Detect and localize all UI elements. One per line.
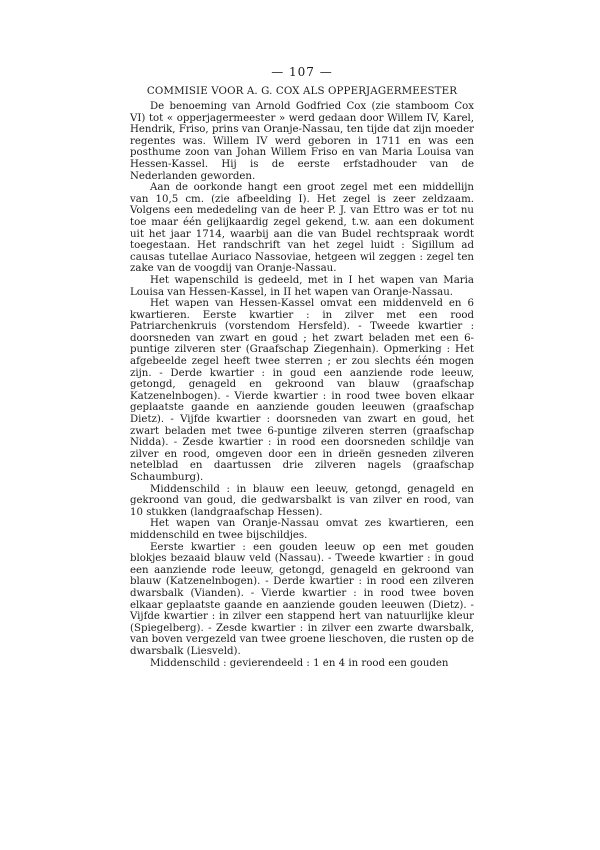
paragraph-kwartieren-nassau: Eerste kwartier : een gouden leeuw op een met gouden blokjes bezaaid blauw veld (Nassau). - Tweede kwartier : in goud een aanziende rode leeuw, getongd, genageld en gekroond van blauw (Katzenelnbogen). - Derde kwartier : in rood een zilveren dwarsbalk (Vianden). - Vierde kwartier : in rood twee boven elkaar geplaatste gaande en aanziende gouden leeuwen (Dietz). - Vijfde kwartier : in zilver een stappend hert van natuurlijke kleur (Spiegelberg). - Zesde kwartier : in zilver een zwarte dwarsbalk, van boven vergezeld van twee groene lieschoven, die rusten op de dwarsbalk (Liesveld). <box>130 541 474 657</box>
paragraph-benoeming: De benoeming van Arnold Godfried Cox (zie stamboom Cox VI) tot « opperjagermeester » werd gedaan door Willem IV, Karel, Hendrik, Friso, prins van Oranje-Nassau, ten tijde dat zijn moeder regentes was. Willem IV werd geboren in 1711 en was een posthume zoon van Johan Willem Friso en van Maria Louisa van Hessen-Kassel. Hij is de eerste erfstadhouder van de Nederlanden geworden. <box>130 101 474 182</box>
paragraph-oranje-nassau: Het wapen van Oranje-Nassau omvat zes kwartieren, een middenschild en twee bijschildjes. <box>130 518 474 541</box>
paragraph-middenschild-hessen: Middenschild : in blauw een leeuw, getongd, genageld en gekroond van goud, die gedwarsbalkt is van zilver en rood, van 10 stukken (landgraafschap Hessen). <box>130 483 474 518</box>
paragraph-wapenschild: Het wapenschild is gedeeld, met in I het wapen van Maria Louisa van Hessen-Kassel, in II het wapen van Oranje-Nassau. <box>130 274 474 298</box>
chapter-title: COMMISIE VOOR A. G. COX ALS OPPERJAGERMEESTER <box>146 85 458 97</box>
document-page <box>130 64 474 669</box>
paragraph-zegel: Aan de oorkonde hangt een groot zegel met een middellijn van 10,5 cm. (zie afbeelding I). Het zegel is zeer zeldzaam. Volgens een mededeling van de heer P. J. van Ettro was er tot nu toe maar één gelijkaardig zegel gekend, t.w. aan een dokument uit het jaar 1714, waarbij aan die van Budel rechtspraak wordt toegestaan. Het randschrift van het zegel luidt : Sigillum ad causas tutellae Auriaco Nassoviae, hetgeen wil zeggen : zegel ten zake van de voogdij van Oranje-Nassau. <box>130 182 474 275</box>
paragraph-middenschild-nassau: Middenschild : gevierendeeld : 1 en 4 in rood een gouden <box>150 657 449 669</box>
paragraph-hessen-kassel: Het wapen van Hessen-Kassel omvat een middenveld en 6 kwartieren. Eerste kwartier : in zilver met een rood Patriarchenkruis (vorstendom Hersfeld). - Tweede kwartier : doorsneden van zwart en goud ; het zwart beladen met een 6-puntige zilveren ster (Graafschap Ziegenhain). Opmerking : Het afgebeelde zegel heeft twee sterren ; er zou slechts één mogen zijn. - Derde kwartier : in goud een aanziende rode leeuw, getongd, genageld en gekroond van blauw (graafschap Katzenelnbogen). - Vierde kwartier : in rood twee boven elkaar geplaatste gaande en aanziende gouden leeuwen (graafschap Dietz). - Vijfde kwartier : doorsneden van zwart en goud, het zwart beladen met twee 6-puntige zilveren sterren (graafschap Nidda). - Zesde kwartier : in rood een doorsneden schildje van zilver en rood, omgeven door een in drieën gesneden zilveren netelblad en daartussen drie zilveren nagels (graafschap Schaumburg). <box>130 298 474 483</box>
page-number: — 107 — <box>271 65 333 79</box>
